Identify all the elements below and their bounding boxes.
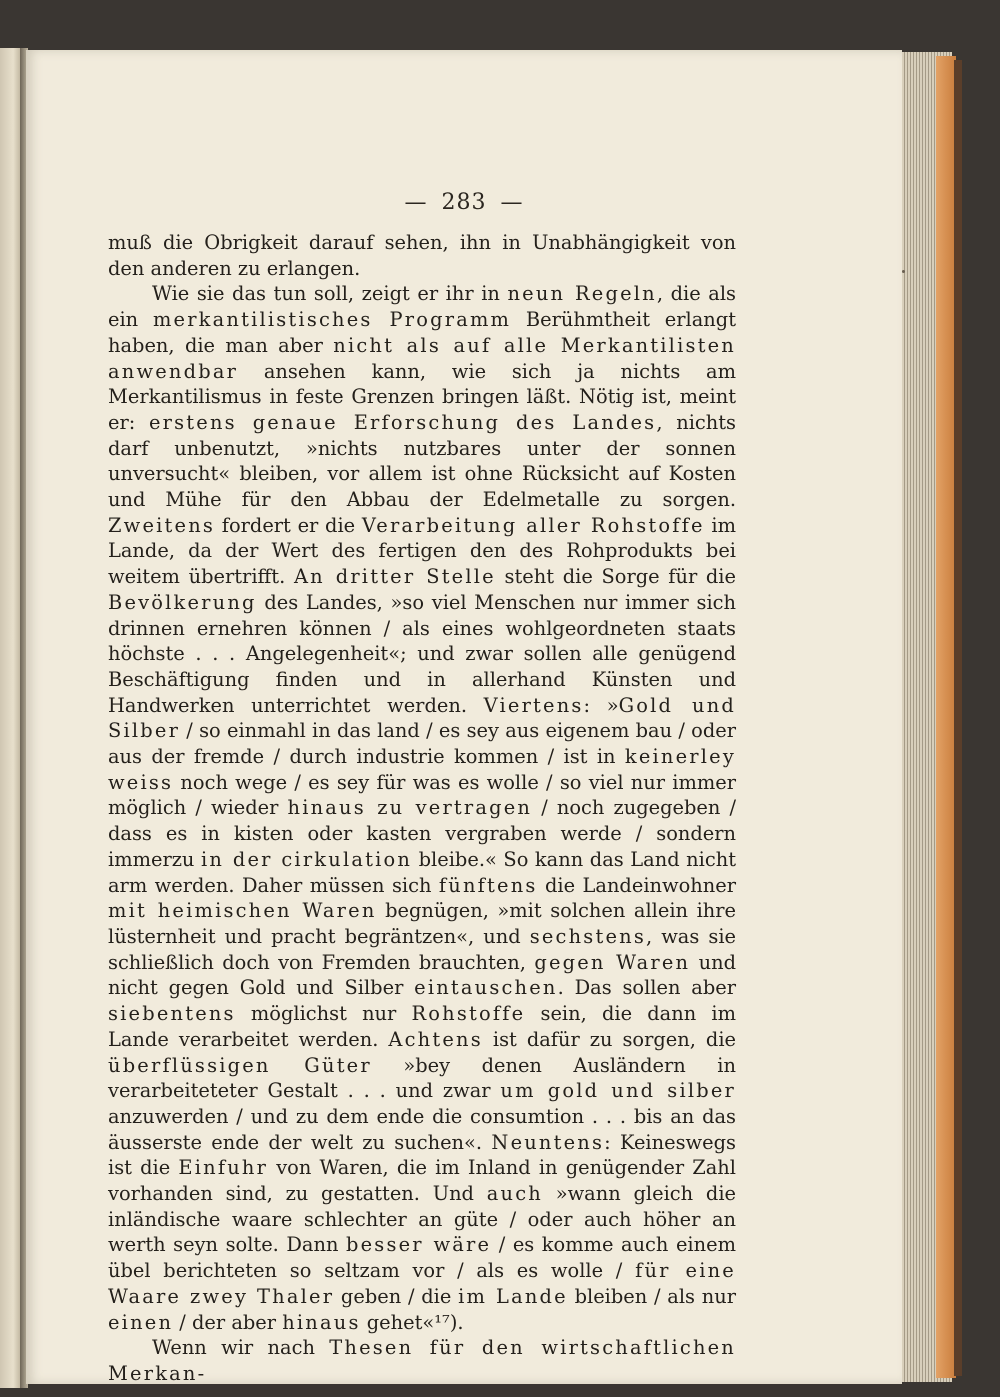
text-run: Wenn wir nach xyxy=(152,1336,330,1360)
spaced-emphasis: um gold und silber xyxy=(500,1079,736,1103)
book-page xyxy=(26,50,902,1384)
text-run: möglichst nur xyxy=(235,1002,412,1026)
text-run: / es komme auch einem übel berichteten so seltzam vor / als es wolle / xyxy=(108,1233,736,1283)
text-run: Berühmtheit erlangt haben, die man aber xyxy=(108,308,736,357)
text-run: gehet«¹⁷). xyxy=(360,1310,464,1334)
spaced-emphasis: neun Regeln xyxy=(507,282,657,306)
paragraph-nine-rules xyxy=(108,281,736,1335)
body-text xyxy=(108,230,736,1387)
text-run: die Landeinwohner xyxy=(537,873,736,897)
text-run: : » xyxy=(583,693,619,717)
previous-page-edge xyxy=(0,48,22,1388)
spaced-emphasis: Zweitens xyxy=(108,513,216,537)
text-run: : Keineswegs ist die xyxy=(108,1130,736,1180)
header-dash-left: — xyxy=(404,190,428,215)
spaced-emphasis: Gold und Silber xyxy=(108,693,737,743)
spaced-emphasis: auch xyxy=(486,1182,543,1206)
spaced-emphasis: hinaus xyxy=(282,1310,361,1334)
spaced-emphasis: für eine Waare zwey Thaler xyxy=(108,1259,736,1308)
spaced-emphasis: siebentens xyxy=(108,1002,236,1026)
page-header xyxy=(26,190,902,215)
text-run: steht die Sorge für die xyxy=(495,565,736,589)
text-run: des Landes, »so viel Menschen nur immer sich drinnen ernehren können / als eines wohlgeordneten staats höchste . . . Angelegenheit«; und zwar sollen alle genügend Beschäftigung finden und in allerhand Künsten und Handwerken unterrichtet werden. xyxy=(108,590,736,717)
spaced-emphasis: Achtens xyxy=(388,1027,483,1051)
spaced-emphasis: erstens genaue Erforschung des Landes xyxy=(148,410,657,434)
text-run: geben / die xyxy=(334,1284,459,1308)
text-run: ist dafür zu sorgen, die xyxy=(482,1027,736,1051)
text-run: anzuwerden / und zu dem ende die consumtion . . . bis an das äusserste ende der welt zu suchen«. xyxy=(108,1104,736,1154)
paragraph-continuation xyxy=(108,230,736,281)
spaced-emphasis: Rohstoffe xyxy=(411,1002,526,1026)
spaced-emphasis: Viertens xyxy=(483,693,584,717)
spaced-emphasis: fünftens xyxy=(438,873,538,897)
text-run: . Das sollen aber xyxy=(557,976,736,1000)
page-number: 283 xyxy=(441,190,487,215)
paragraph-final-line xyxy=(108,1335,736,1386)
header-dash-right: — xyxy=(500,190,524,215)
spaced-emphasis: Bevölkerung xyxy=(108,590,257,614)
text-run: bleibe.« So kann das Land nicht arm werden. Daher müssen sich xyxy=(108,847,737,897)
spaced-emphasis: hinaus zu vertragen xyxy=(287,796,533,820)
margin-speck xyxy=(902,270,905,273)
text-run: muß die Obrigkeit darauf sehen, ihn in Unabhängigkeit von den anderen zu erlangen. xyxy=(108,231,736,280)
spaced-emphasis: Einfuhr xyxy=(178,1156,269,1180)
text-run: begnügen, »mit solchen allein ihre lüsternheit und pracht begräntzen«, und xyxy=(108,899,737,948)
book-cover-shadow xyxy=(954,60,962,1376)
text-run: Wie sie das tun soll, zeigt er ihr in xyxy=(152,282,508,306)
text-run: , die als ein xyxy=(108,282,736,332)
spaced-emphasis: nicht als auf alle Merkantilisten anwendbar xyxy=(108,333,736,383)
text-run: / noch zugegeben / dass es in kisten oder kasten vergraben werde / sondern immerzu xyxy=(108,796,736,871)
text-run: »bey denen Ausländern in verarbeiteteter Gestalt . . . und zwar xyxy=(108,1053,736,1103)
text-run: , nichts darf unbenutzt, »nichts nutzbares unter der sonnen unversucht« bleiben, vor allem ist ohne Rücksicht auf Kosten und Mühe für den Abbau der Edelmetalle zu sorgen. xyxy=(108,410,736,512)
text-run: bleiben / als nur xyxy=(567,1284,736,1308)
text-run: ansehen kann, wie sich ja nichts am Merkantilismus in feste Grenzen bringen läßt. Nötig ist, meint er: xyxy=(108,359,736,434)
text-run: , was sie schließlich doch von Fremden brauchten, xyxy=(108,924,736,974)
spaced-emphasis: überflüssigen Güter xyxy=(108,1053,372,1077)
text-run: im Lande, da der Wert des fertigen den des Rohprodukts bei weitem übertrifft. xyxy=(108,513,736,589)
spaced-emphasis: eintauschen xyxy=(414,976,558,1000)
spaced-emphasis: sechstens xyxy=(529,924,646,948)
spaced-emphasis: in der cirkulation xyxy=(201,847,413,871)
text-run: von Waren, die im Inland in genügender Zahl vorhanden sind, zu gestatten. Und xyxy=(108,1156,736,1206)
book-cover-edge xyxy=(936,56,956,1378)
text-run: und nicht gegen Gold und Silber xyxy=(108,950,736,1000)
text-run: fordert er die xyxy=(215,513,362,537)
spaced-emphasis: Verarbeitung aller Rohstoffe xyxy=(361,513,705,537)
spaced-emphasis: merkantilistisches Programm xyxy=(152,308,512,332)
text-run: noch wege / es sey für was es wolle / so viel nur immer möglich / wieder xyxy=(108,770,736,820)
spaced-emphasis: Thesen für den wirtschaftlichen Merkan- xyxy=(108,1336,736,1385)
spaced-emphasis: Neuntens xyxy=(491,1130,605,1154)
spaced-emphasis: mit heimischen Waren xyxy=(108,899,377,923)
text-run: / so einmahl in das land / es sey aus eigenem bau / oder aus der fremde / durch industrie kommen / ist in xyxy=(108,719,736,769)
spaced-emphasis: im Lande xyxy=(458,1284,568,1308)
spaced-emphasis: besser wäre xyxy=(346,1233,492,1257)
spaced-emphasis: keinerley weiss xyxy=(108,745,736,794)
spaced-emphasis: einen xyxy=(108,1310,174,1334)
text-run: sein, die dann im Lande verarbeitet werden. xyxy=(108,1002,736,1051)
spaced-emphasis: An dritter Stelle xyxy=(293,565,496,589)
spaced-emphasis: gegen Waren xyxy=(534,950,691,974)
text-run: / der aber xyxy=(173,1310,283,1334)
text-run: »wann gleich die inländische waare schlechter an güte / oder auch höher an werth seyn solte. Dann xyxy=(108,1182,736,1257)
